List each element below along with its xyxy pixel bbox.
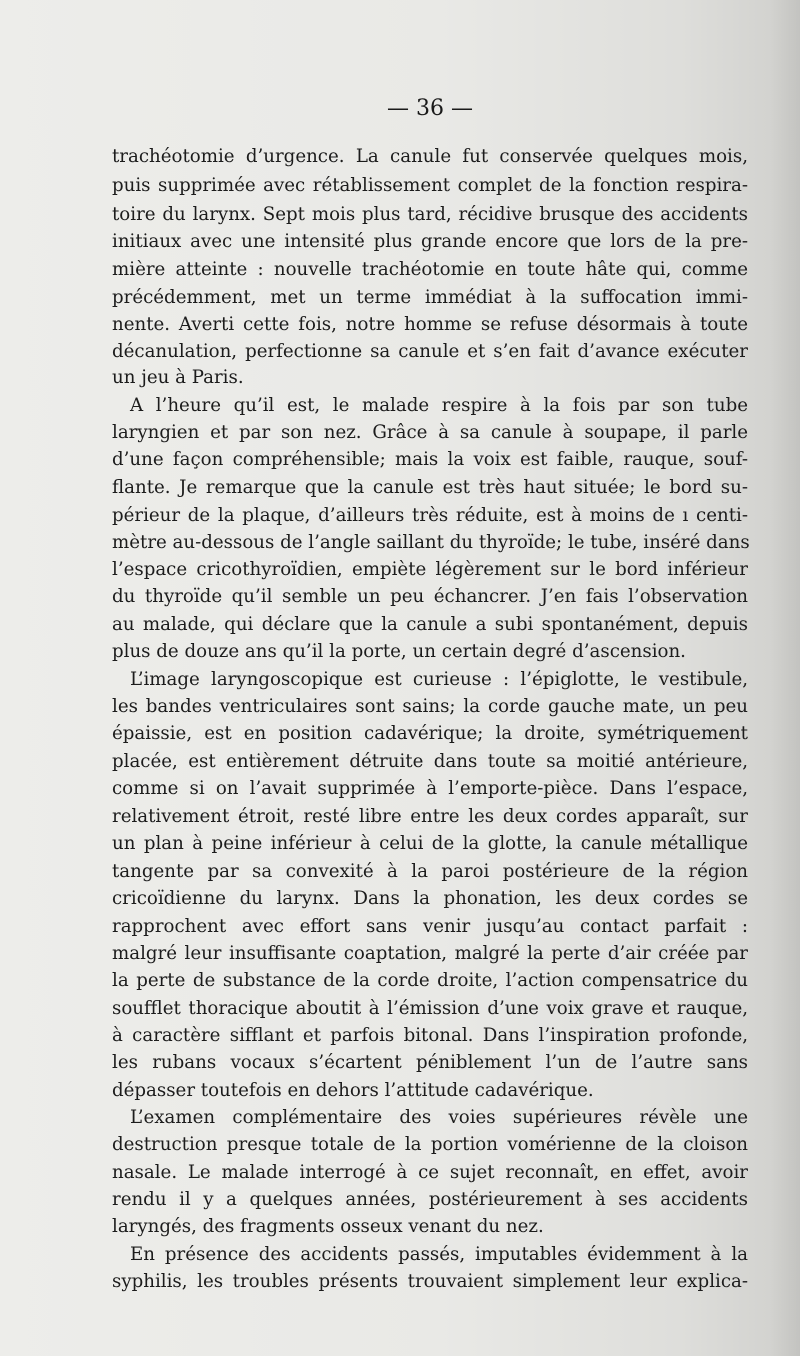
text-line: la perte de substance de la corde droite, l’action compensatrice du	[112, 970, 748, 991]
text-line: périeur de la plaque, d’ailleurs très réduite, est à moins de ı centi-	[112, 505, 748, 526]
text-line: syphilis, les troubles présents trouvaient simplement leur explica-	[112, 1271, 748, 1292]
text-line: nente. Averti cette fois, notre homme se refuse désormais à toute	[112, 314, 748, 335]
text-line: plus de douze ans qu’il la porte, un certain degré d’ascension.	[112, 641, 686, 662]
text-line: les rubans vocaux s’écartent péniblement l’un de l’autre sans	[112, 1052, 748, 1073]
text-line: puis supprimée avec rétablissement complet de la fonction respira-	[112, 175, 748, 196]
text-line: cricoïdienne du larynx. Dans la phonation, les deux cordes se	[112, 888, 748, 909]
text-line: comme si on l’avait supprimée à l’emporte-pièce. Dans l’espace,	[112, 778, 748, 799]
text-line: flante. Je remarque que la canule est très haut située; le bord su-	[112, 477, 748, 498]
text-line: un jeu à Paris.	[112, 367, 244, 388]
text-line: relativement étroit, resté libre entre les deux cordes apparaît, sur	[112, 806, 748, 827]
text-line: rendu il y a quelques années, postérieurement à ses accidents	[112, 1189, 748, 1210]
text-line: destruction presque totale de la portion vomérienne de la cloison	[112, 1134, 748, 1155]
page-number: — 36 —	[387, 96, 473, 121]
text-line: un plan à peine inférieur à celui de la glotte, la canule métallique	[112, 833, 748, 854]
text-line: nasale. Le malade interrogé à ce sujet reconnaît, en effet, avoir	[112, 1162, 748, 1183]
text-line: initiaux avec une intensité plus grande encore que lors de la pre-	[112, 231, 748, 252]
text-line: laryngien et par son nez. Grâce à sa canule à soupape, il parle	[112, 422, 748, 443]
text-line: rapprochent avec effort sans venir jusqu’au contact parfait :	[112, 916, 748, 937]
text-line: au malade, qui déclare que la canule a subi spontanément, depuis	[112, 614, 748, 635]
text-line: mètre au-dessous de l’angle saillant du thyroïde; le tube, inséré dans	[112, 532, 750, 553]
text-line: les bandes ventriculaires sont sains; la corde gauche mate, un peu	[112, 696, 748, 717]
text-line: l’espace cricothyroïdien, empiète légèrement sur le bord inférieur	[112, 559, 748, 580]
page-edge-shadow	[770, 0, 800, 1356]
text-line: soufflet thoracique aboutit à l’émission d’une voix grave et rauque,	[112, 998, 748, 1019]
text-line: placée, est entièrement détruite dans toute sa moitié antérieure,	[112, 751, 748, 772]
text-line: mière atteinte : nouvelle trachéotomie en toute hâte qui, comme	[112, 259, 748, 280]
text-line: décanulation, perfectionne sa canule et s’en fait d’avance exécuter	[112, 341, 748, 362]
text-line: du thyroïde qu’il semble un peu échancrer. J’en fais l’observation	[112, 586, 748, 607]
text-line: L’examen complémentaire des voies supérieures révèle une	[130, 1107, 748, 1128]
text-line: A l’heure qu’il est, le malade respire à la fois par son tube	[130, 395, 748, 416]
text-line: précédemment, met un terme immédiat à la suffocation immi-	[112, 287, 748, 308]
text-line: L’image laryngoscopique est curieuse : l’épiglotte, le vestibule,	[130, 669, 748, 690]
text-line: dépasser toutefois en dehors l’attitude cadavérique.	[112, 1080, 594, 1101]
text-line: d’une façon compréhensible; mais la voix est faible, rauque, souf-	[112, 449, 748, 470]
text-line: laryngés, des fragments osseux venant du nez.	[112, 1216, 544, 1237]
text-line: En présence des accidents passés, imputables évidemment à la	[130, 1244, 748, 1265]
text-line: tangente par sa convexité à la paroi postérieure de la région	[112, 861, 748, 882]
text-line: épaissie, est en position cadavérique; la droite, symétriquement	[112, 723, 748, 744]
text-line: trachéotomie d’urgence. La canule fut conservée quelques mois,	[112, 146, 748, 167]
text-line: toire du larynx. Sept mois plus tard, récidive brusque des accidents	[112, 204, 748, 225]
text-line: malgré leur insuffisante coaptation, malgré la perte d’air créée par	[112, 943, 748, 964]
text-line: à caractère sifflant et parfois bitonal. Dans l’inspiration profonde,	[112, 1025, 748, 1046]
